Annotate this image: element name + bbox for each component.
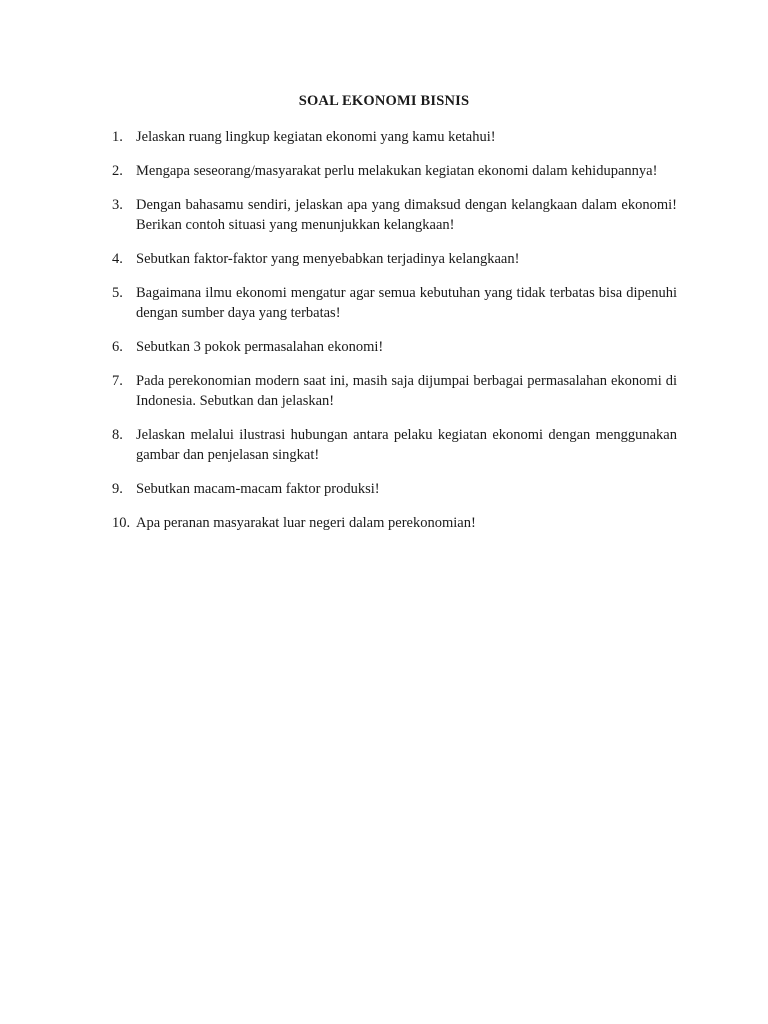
- question-text: Dengan bahasamu sendiri, jelaskan apa yang dimaksud dengan kelangkaan dalam ekonomi! Berikan contoh situasi yang menunjukkan kelangkaan!: [136, 197, 677, 233]
- question-item: [112, 513, 677, 533]
- question-text: Sebutkan 3 pokok permasalahan ekonomi!: [136, 339, 384, 355]
- question-number: 3.: [112, 197, 123, 213]
- document-title: SOAL EKONOMI BISNIS: [298, 93, 470, 109]
- question-item: [112, 161, 677, 181]
- question-item: [112, 127, 677, 147]
- question-number: 10.: [112, 515, 131, 531]
- question-text: Sebutkan macam-macam faktor produksi!: [136, 481, 380, 497]
- question-text: Pada perekonomian modern saat ini, masih saja dijumpai berbagai permasalahan ekonomi di Indonesia. Sebutkan dan jelaskan!: [136, 373, 677, 409]
- question-item: [112, 195, 677, 235]
- question-item: [112, 249, 677, 269]
- question-number: 2.: [112, 163, 123, 179]
- question-number: 4.: [112, 251, 123, 267]
- question-number: 6.: [112, 339, 123, 355]
- question-item: [112, 371, 677, 411]
- question-text: Mengapa seseorang/masyarakat perlu melakukan kegiatan ekonomi dalam kehidupannya!: [136, 163, 658, 179]
- question-text: Apa peranan masyarakat luar negeri dalam perekonomian!: [136, 515, 476, 531]
- question-number: 7.: [112, 373, 123, 389]
- question-item: [112, 479, 677, 499]
- question-text: Jelaskan ruang lingkup kegiatan ekonomi yang kamu ketahui!: [136, 129, 496, 145]
- question-number: 5.: [112, 285, 123, 301]
- question-text: Sebutkan faktor-faktor yang menyebabkan terjadinya kelangkaan!: [136, 251, 520, 267]
- question-list: [112, 127, 677, 547]
- question-number: 8.: [112, 427, 123, 443]
- question-item: [112, 283, 677, 323]
- question-text: Jelaskan melalui ilustrasi hubungan antara pelaku kegiatan ekonomi dengan menggunakan gambar dan penjelasan singkat!: [136, 427, 677, 463]
- question-item: [112, 337, 677, 357]
- question-item: [112, 425, 677, 465]
- question-text: Bagaimana ilmu ekonomi mengatur agar semua kebutuhan yang tidak terbatas bisa dipenuhi dengan sumber daya yang terbatas!: [136, 285, 677, 321]
- question-number: 1.: [112, 129, 123, 145]
- question-number: 9.: [112, 481, 123, 497]
